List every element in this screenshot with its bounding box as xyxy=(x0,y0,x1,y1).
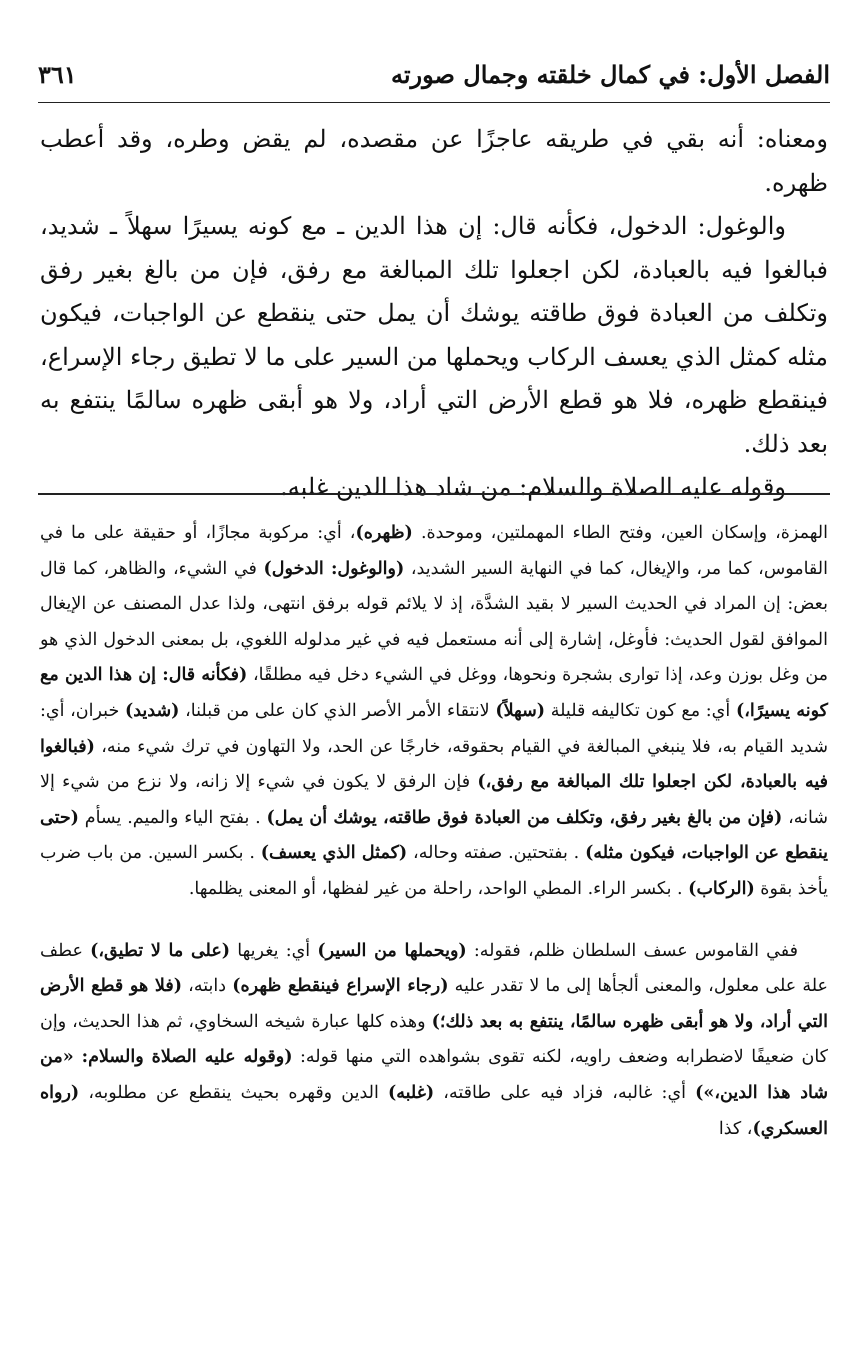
commentary-text: خبران، أي: شديد القيام به، فلا ينبغي المبالغة في القيام بحقوقه، خارجًا عن الحد، ولا التهاون في ترك شيء منه، xyxy=(40,700,828,757)
header-rule xyxy=(38,102,830,103)
commentary-text: أي: غالبه، فزاد فيه على طاقته، xyxy=(434,1082,696,1103)
commentary-text: دابته، xyxy=(182,976,233,997)
quoted-source-text: (وقوله عليه الصلاة والسلام: «من شاد هذا الدين،») xyxy=(40,1047,828,1103)
quoted-source-text: (كمثل الذي يعسف) xyxy=(260,843,408,864)
commentary-text: فإن الرفق لا يكون في شيء إلا زانه، ولا نزع من شيء إلا شانه، xyxy=(40,772,828,828)
commentary-text: الهمزة، وإسكان العين، وفتح الطاء المهملتين، وموحدة. xyxy=(412,523,828,543)
commentary-text: . بفتح الياء والميم. يسأم xyxy=(78,807,267,828)
commentary-text: . بكسر الراء. المطي الواحد، راحلة من غير لفظها، أو المعنى يظلمها. xyxy=(188,878,689,899)
main-text xyxy=(40,118,828,510)
commentary-text: ففي القاموس عسف السلطان ظلم، فقوله: xyxy=(466,940,798,961)
commentary-text: عطف علة على معلول، والمعنى ألجأها إلى ما لا تقدر عليه xyxy=(40,940,829,997)
commentary-text: لانتقاء الأمر الأصر الذي كان على من قبلنا، xyxy=(179,700,496,721)
quoted-source-text: (فبالغوا فيه بالعبادة، لكن اجعلوا تلك المبالغة مع رفق،) xyxy=(40,736,828,793)
main-paragraph-wughul: والوغول: الدخول، فكأنه قال: إن هذا الدين ـ مع كونه يسيرًا سهلاً ـ شديد، فبالغوا فيه بالعبادة، لكن اجعلوا تلك المبالغة مع رفق، فإن من بالغ بغير رفق وتكلف من العبادة فوق طاقته يوشك أن يمل حتى ينقطع عن الواجبات، فيكون مثله كمثل الذي يعسف الركاب ويحملها من السير على ما لا تطيق رجاء الإسراع، فينقطع ظهره، فلا هو قطع الأرض التي أراد، ولا هو أبقى ظهره سالمًا ينتفع به بعد ذلك. xyxy=(40,212,828,458)
main-paragraph-hadith: وقوله عليه الصلاة والسلام: من شاد هذا الدين غلبه. xyxy=(280,473,786,501)
quoted-source-text: (فإن من بالغ بغير رفق، وتكلف من العبادة فوق طاقته، يوشك أن يمل) xyxy=(266,807,783,828)
quoted-source-text: (ظهره) xyxy=(355,523,413,543)
quoted-source-text: (على ما لا تطيق،) xyxy=(90,940,231,961)
quoted-source-text: (شديد) xyxy=(124,700,180,721)
main-paragraph-meaning: ومعناه: أنه بقي في طريقه عاجزًا عن مقصده، لم يقض وطره، وقد أعطب ظهره. xyxy=(40,125,828,197)
quoted-source-text: (والوغول: الدخول) xyxy=(263,558,405,579)
page-header xyxy=(38,52,830,96)
commentary-text: ، كذا xyxy=(718,1118,753,1139)
commentary-text: أي: مع كون تكاليفه قليلة xyxy=(545,700,736,721)
commentary-text: في الشيء، والظاهر، كما قال بعض: إن المراد في الحديث السير لا بقيد الشدَّة، إذ لا يلائم قوله برفق انتهى، ولذا عدل المصنف عن الإيغال الموافق لقول الحديث: فأوغل، إشارة إلى أنه مستعمل فيه في غير مدلوله اللغوي، بل بمعنى الدخول الذي هو من وغل بوزن وعد، إذا توارى بشجرة ونحوها، ووغل في الشيء دخل فيه مطلقًا، xyxy=(40,558,829,686)
quoted-source-text: (رواه العسكري) xyxy=(40,1082,828,1139)
quoted-source-text: (فلا هو قطع الأرض التي أراد، ولا هو أبقى ظهره سالمًا، ينتفع به بعد ذلك؛) xyxy=(40,976,828,1032)
quoted-source-text: (رجاء الإسراع فينقطع ظهره) xyxy=(232,976,449,997)
commentary-paragraph-2 xyxy=(40,934,828,1148)
commentary-text: . بفتحتين. صفته وحاله، xyxy=(407,843,586,864)
commentary-text: . بكسر السين. من باب ضرب يأخذ بقوة xyxy=(40,843,828,899)
page-number: ٣٦١ xyxy=(38,59,77,89)
commentary-text: أي: يغريها xyxy=(230,940,318,961)
chapter-title: الفصل الأول: في كمال خلقته وجمال صورته xyxy=(390,59,830,89)
quoted-source-text: (سهلاً) xyxy=(495,700,546,721)
commentary-text: وهذه كلها عبارة شيخه السخاوي، ثم هذا الحديث، وإن كان ضعيفًا لاضطرابه وضعف راويه، لكنه تقوى بشواهده التي منها قوله: xyxy=(40,1011,828,1068)
commentary-text: الدين وقهره بحيث ينقطع عن مطلوبه، xyxy=(79,1082,388,1103)
quoted-source-text: (الركاب) xyxy=(688,878,755,899)
quoted-source-text: (فكأنه قال: إن هذا الدين مع كونه يسيرًا،) xyxy=(40,665,828,721)
commentary-text: ، أي: مركوبة مجازًا، أو حقيقة على ما في القاموس، كما مر، والإيغال، كما في النهاية السير الشديد، xyxy=(40,523,828,579)
commentary-separator xyxy=(38,493,830,495)
quoted-source-text: (ويحملها من السير) xyxy=(317,940,467,961)
quoted-source-text: (حتى ينقطع عن الواجبات، فيكون مثله) xyxy=(40,807,828,864)
quoted-source-text: (غلبه) xyxy=(387,1082,435,1103)
commentary xyxy=(40,516,828,1147)
commentary-paragraph-1 xyxy=(40,516,828,908)
